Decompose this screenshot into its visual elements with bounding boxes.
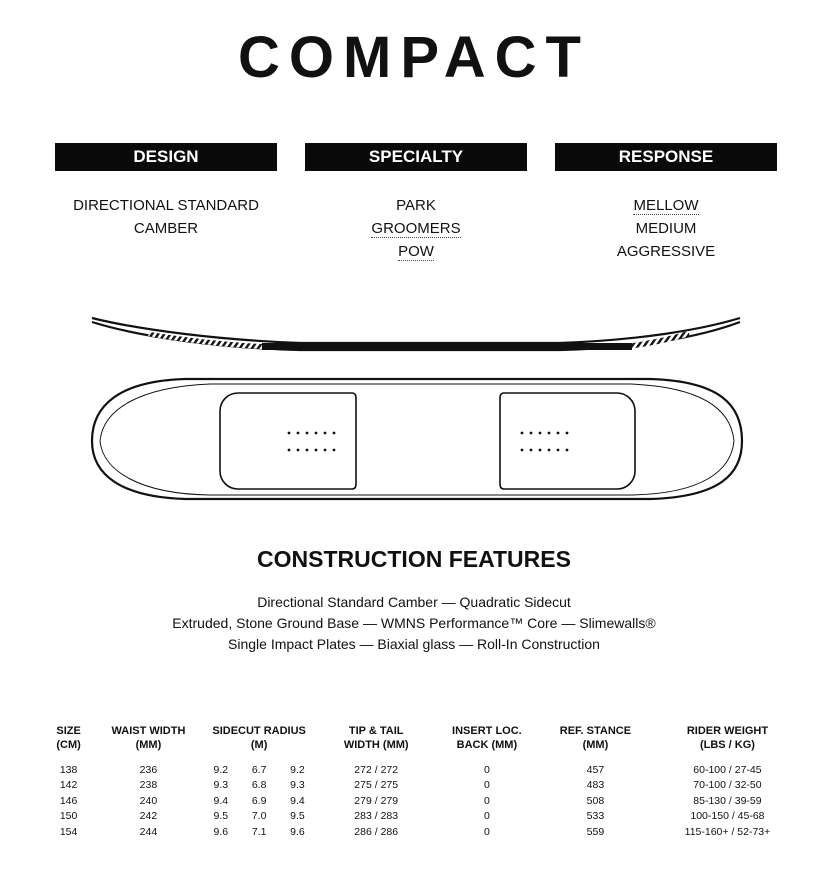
spec-header-row [42,724,802,762]
cell-waist: 238 [139,779,158,792]
board-profile-graphic [92,318,740,350]
response-heading: RESPONSE [555,143,777,171]
spec-row [42,793,802,809]
cell-stance: 457 [586,763,605,776]
response-option: AGGRESSIVE [616,243,716,260]
cell-size: 142 [59,779,78,792]
cell-tip-tail: 286 / 286 [354,825,399,838]
cell-size: 150 [59,810,78,823]
specialty-option-selected: POW [398,243,434,260]
header-rider-weight: RIDER WEIGHT (LBS / KG) [686,725,769,751]
cell-insert: 0 [483,825,490,838]
spec-table [42,724,802,840]
cell-size: 154 [59,825,78,838]
cell-radius-3: 9.3 [290,779,305,792]
design-option: DIRECTIONAL STANDARD [73,197,259,214]
cell-waist: 240 [139,794,158,807]
cell-insert: 0 [483,794,490,807]
cell-tip-tail: 279 / 279 [354,794,399,807]
cell-radius-1: 9.5 [213,810,229,823]
cell-stance: 559 [586,825,605,838]
cell-radius-1: 9.3 [213,779,229,792]
specialty-option-selected: GROOMERS [371,220,461,237]
spec-row [42,762,802,778]
cell-waist: 242 [139,810,158,823]
construction-line: Directional Standard Camber — Quadratic Sidecut [257,594,571,610]
cell-weight: 70-100 / 32-50 [693,779,762,792]
cell-tip-tail: 272 / 272 [354,763,399,776]
specialty-option: PARK [396,197,436,214]
header-ref-stance: REF. STANCE (MM) [559,725,632,751]
cell-insert: 0 [483,779,490,792]
cell-radius-2: 6.7 [251,763,267,776]
spec-row [42,809,802,825]
response-option: MEDIUM [635,220,697,237]
header-waist-width: WAIST WIDTH (MM) [111,725,186,751]
cell-radius-2: 7.0 [251,810,267,823]
cell-radius-3: 9.5 [290,810,305,823]
cell-radius-3: 9.6 [290,825,305,838]
cell-radius-3: 9.2 [290,763,305,776]
design-heading: DESIGN [55,143,277,171]
header-sidecut-radius: SIDECUT RADIUS (M) [212,725,306,751]
product-title: COMPACT [238,25,590,90]
cell-waist: 244 [139,825,158,838]
cell-weight: 115-160+ / 52-73+ [684,825,771,838]
cell-radius-3: 9.4 [290,794,305,807]
cell-radius-2: 7.1 [251,825,267,838]
response-option-selected: MELLOW [633,197,699,214]
construction-features [0,592,828,655]
header-insert-location: INSERT LOC. BACK (MM) [452,725,522,751]
spec-row [42,824,802,840]
cell-weight: 100-150 / 45-68 [690,810,765,823]
design-option: CAMBER [133,220,199,237]
board-top-view-graphic [92,379,742,499]
cell-stance: 483 [586,779,605,792]
cell-size: 138 [59,763,78,776]
spec-row [42,778,802,794]
cell-radius-2: 6.9 [251,794,267,807]
cell-tip-tail: 283 / 283 [354,810,399,823]
header-size: SIZE (CM) [56,725,81,751]
cell-stance: 508 [586,794,605,807]
cell-radius-2: 6.8 [251,779,267,792]
construction-line: Extruded, Stone Ground Base — WMNS Performance™ Core — Slimewalls® [172,615,656,631]
construction-title: CONSTRUCTION FEATURES [257,546,571,572]
cell-radius-1: 9.2 [213,763,229,776]
cell-weight: 60-100 / 27-45 [693,763,762,776]
cell-radius-1: 9.6 [213,825,229,838]
cell-waist: 236 [139,763,158,776]
construction-line: Single Impact Plates — Biaxial glass — Roll-In Construction [228,636,600,652]
specialty-heading: SPECIALTY [305,143,527,171]
cell-size: 146 [59,794,78,807]
cell-radius-1: 9.4 [213,794,229,807]
cell-stance: 533 [586,810,605,823]
cell-weight: 85-130 / 39-59 [693,794,762,807]
cell-insert: 0 [483,763,490,776]
header-tip-tail-width: TIP & TAIL WIDTH (MM) [343,725,409,751]
cell-tip-tail: 275 / 275 [354,779,399,792]
cell-insert: 0 [483,810,490,823]
